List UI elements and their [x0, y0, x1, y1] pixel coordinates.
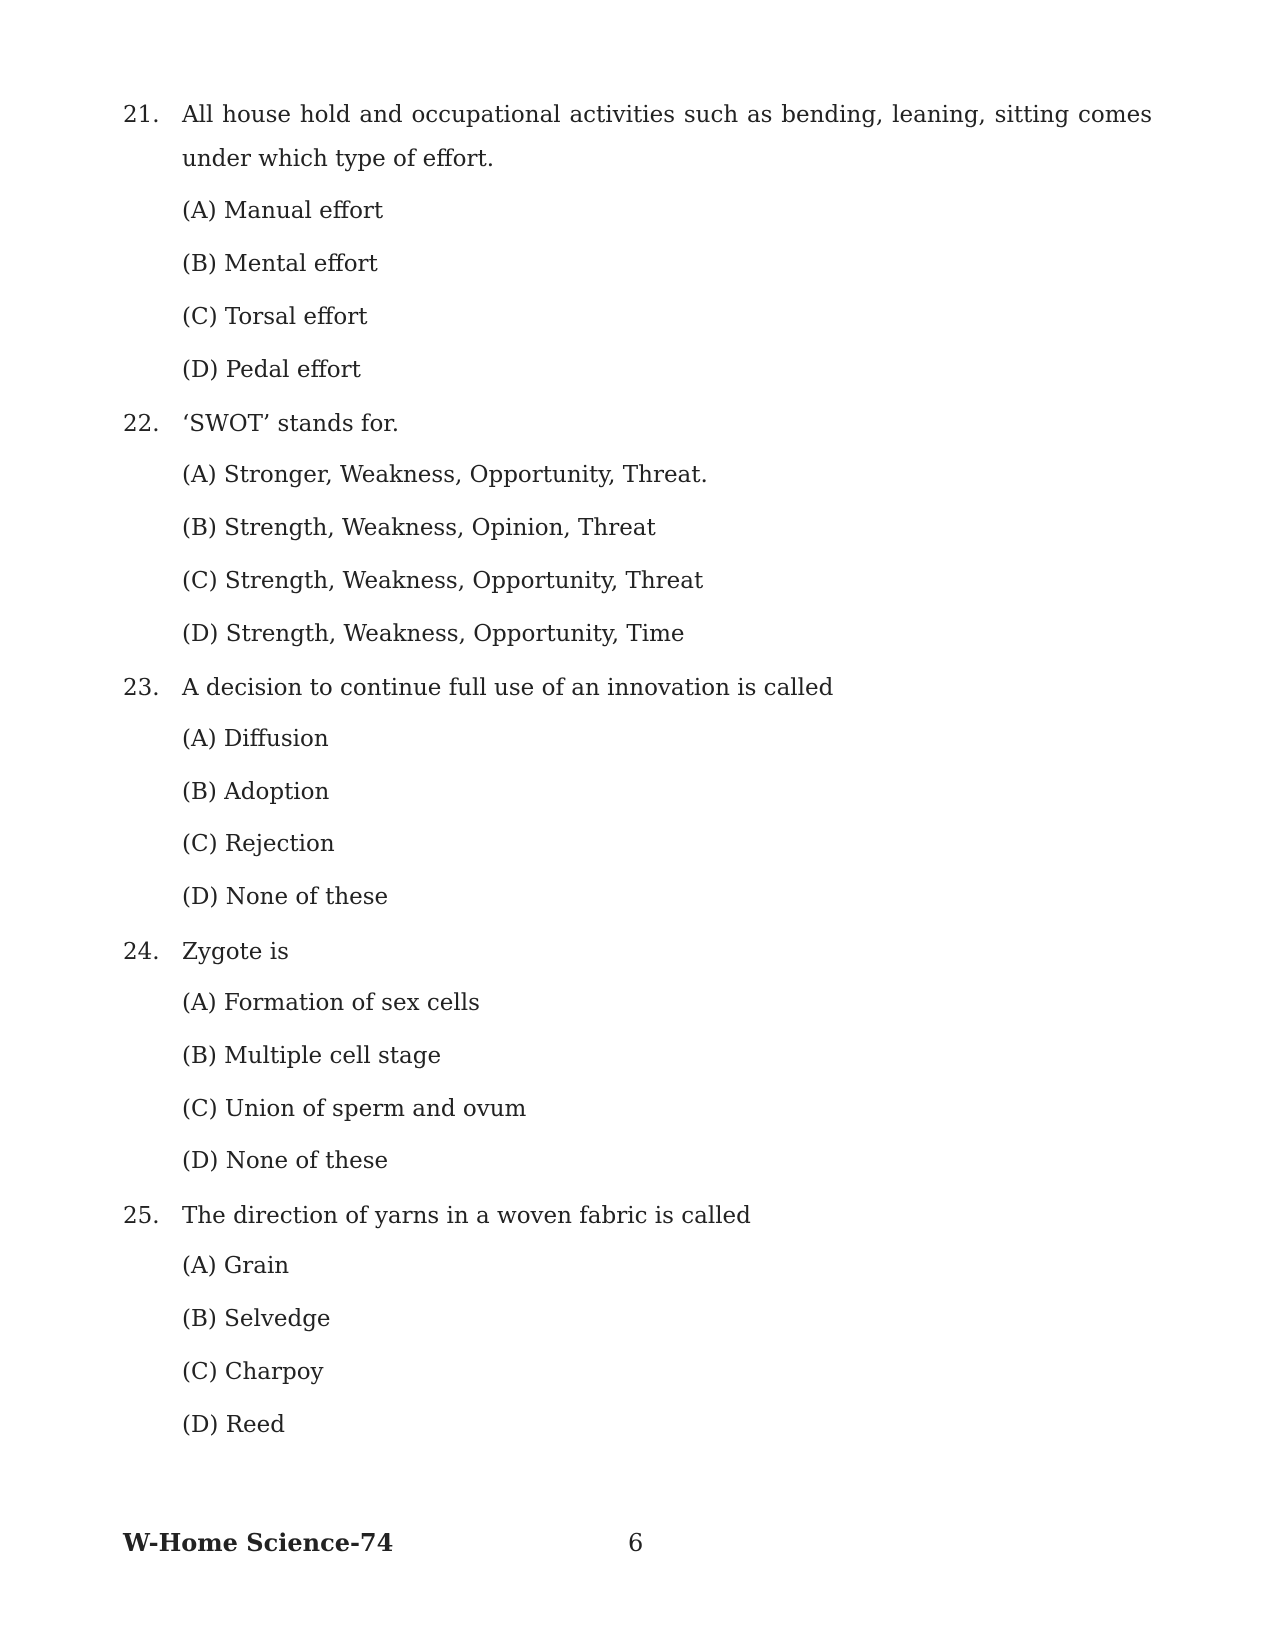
- option-d: (D) None of these: [182, 1148, 389, 1174]
- option-d: (D) None of these: [182, 884, 389, 910]
- option-a: (A) Diffusion: [182, 726, 329, 752]
- question-number: 25.: [123, 1203, 160, 1229]
- question-number: 24.: [123, 939, 160, 965]
- option-b: (B) Multiple cell stage: [182, 1043, 442, 1069]
- option-c: (C) Strength, Weakness, Opportunity, Threat: [182, 568, 704, 594]
- option-b: (B) Adoption: [182, 779, 330, 805]
- option-c: (C) Torsal effort: [182, 304, 368, 330]
- option-d: (D) Pedal effort: [182, 357, 361, 383]
- question-text: Zygote is: [182, 939, 289, 965]
- option-c: (C) Charpoy: [182, 1359, 324, 1385]
- question-number: 22.: [123, 411, 160, 437]
- option-c: (C) Rejection: [182, 831, 335, 857]
- option-b: (B) Selvedge: [182, 1306, 331, 1332]
- option-c: (C) Union of sperm and ovum: [182, 1096, 527, 1122]
- page-number: 6: [628, 1529, 644, 1557]
- option-b: (B) Mental effort: [182, 251, 378, 277]
- question-text: ‘SWOT’ stands for.: [182, 411, 400, 437]
- option-a: (A) Grain: [182, 1253, 290, 1279]
- question-text: The direction of yarns in a woven fabric is called: [182, 1203, 751, 1229]
- option-d: (D) Strength, Weakness, Opportunity, Time: [182, 621, 685, 647]
- question-number: 23.: [123, 675, 160, 701]
- option-a: (A) Manual effort: [182, 198, 384, 224]
- option-d: (D) Reed: [182, 1412, 285, 1438]
- option-b: (B) Strength, Weakness, Opinion, Threat: [182, 515, 656, 541]
- question-text: All house hold and occupational activities such as bending, leaning, sitting comes under which type of effort.: [182, 102, 1152, 172]
- paper-code: W-Home Science-74: [123, 1528, 394, 1557]
- option-a: (A) Formation of sex cells: [182, 990, 480, 1016]
- question-number: 21.: [123, 102, 160, 128]
- option-a: (A) Stronger, Weakness, Opportunity, Threat.: [182, 462, 708, 488]
- question-text: A decision to continue full use of an innovation is called: [182, 675, 834, 701]
